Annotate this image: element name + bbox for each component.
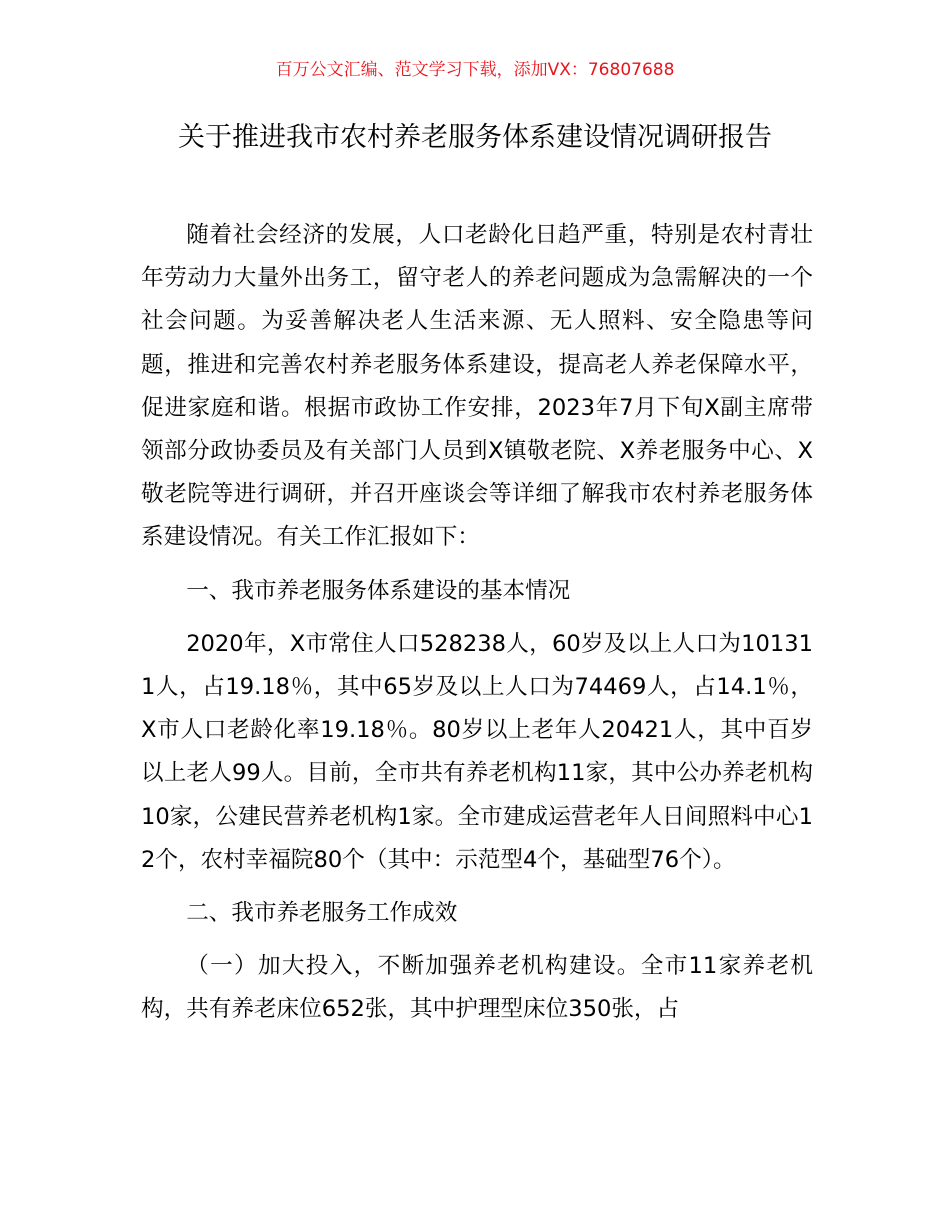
subsection-paragraph-1: （一）加大投入，不断加强养老机构建设。全市11家养老机构，共有养老床位652张，其中护理型床位350张，占 <box>141 953 813 1023</box>
document-title: 关于推进我市农村养老服务体系建设情况调研报告 <box>178 122 772 153</box>
header-promo-note: 百万公文汇编、范文学习下载，添加VX：76807688 <box>275 60 675 80</box>
intro-paragraph: 随着社会经济的发展，人口老龄化日趋严重，特别是农村青壮年劳动力大量外出务工，留守老人的养老问题成为急需解决的一个社会问题。为妥善解决老人生活来源、无人照料、安全隐患等问题，推进和完善农村养老服务体系建设，提高老人养老保障水平，促进家庭和谐。根据市政协工作安排，2023年7月下旬X副主席带领部分政协委员及有关部门人员到X镇敬老院、X养老服务中心、X敬老院等进行调研，并召开座谈会等详细了解我市农村养老服务体系建设情况。有关工作汇报如下： <box>141 222 813 551</box>
population-paragraph: 2020年，X市常住人口528238人，60岁及以上人口为101311人，占19.18％，其中65岁及以上人口为74469人，占14.1％，X市人口老龄化率19.18％。80岁以上老年人20421人，其中百岁以上老人99人。目前，全市共有养老机构11家，其中公办养老机构10家，公建民营养老机构1家。全市建成运营老年人日间照料中心12个，农村幸福院80个（其中：示范型4个，基础型76个）。 <box>141 630 813 873</box>
document-body <box>141 214 813 1032</box>
section-heading-2: 二、我市养老服务工作成效 <box>186 900 458 927</box>
section-heading-1: 一、我市养老服务体系建设的基本情况 <box>186 577 571 604</box>
